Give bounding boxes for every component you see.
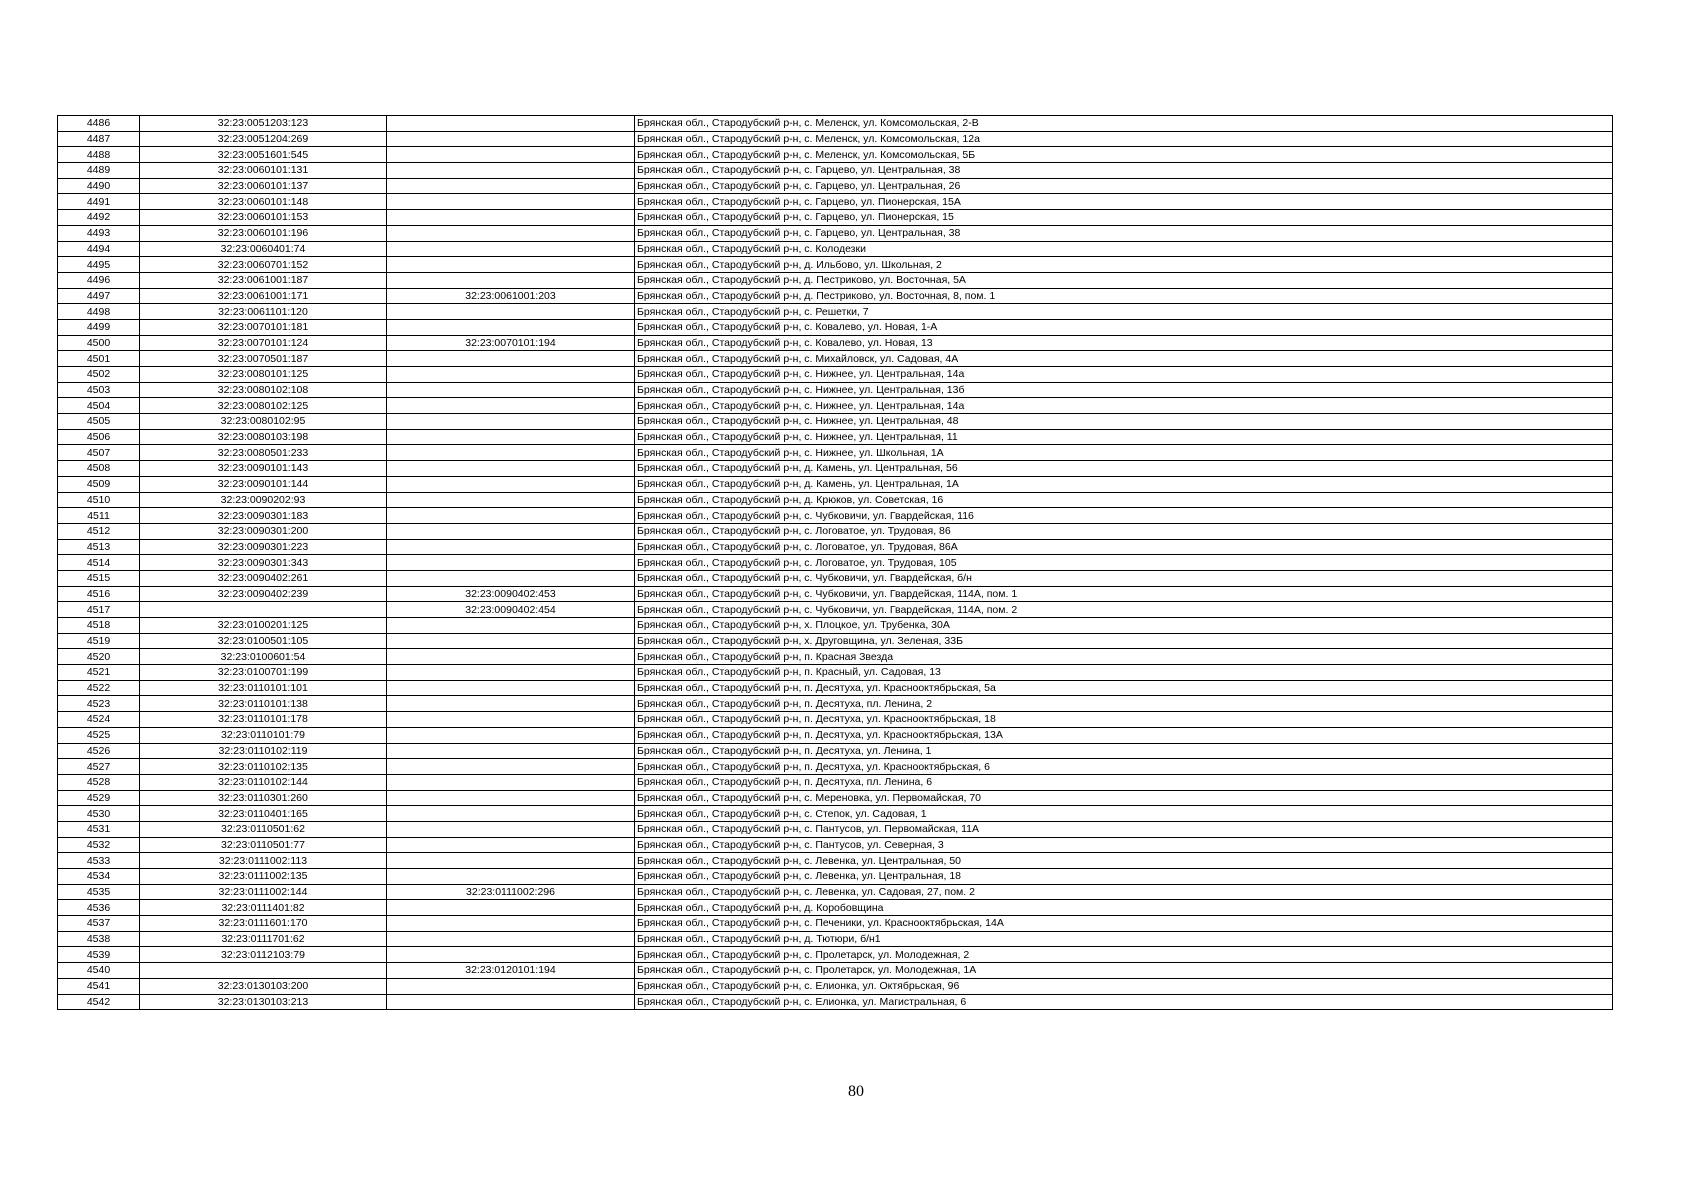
table-row [58, 476, 1613, 492]
premises-cadastral-number-cell [387, 429, 635, 445]
cadastral-number-cell: 32:23:0100601:54 [140, 649, 387, 665]
cadastral-number-cell: 32:23:0110501:77 [140, 837, 387, 853]
row-number-cell: 4516 [58, 586, 140, 602]
address-cell: Брянская обл., Стародубский р-н, с. Левенка, ул. Центральная, 18 [635, 869, 1613, 885]
premises-cadastral-number-cell [387, 649, 635, 665]
table-row [58, 461, 1613, 477]
row-number-cell: 4513 [58, 539, 140, 555]
table-row [58, 884, 1613, 900]
premises-cadastral-number-cell [387, 837, 635, 853]
row-number-cell: 4528 [58, 774, 140, 790]
cadastral-number-cell: 32:23:0110301:260 [140, 790, 387, 806]
row-number-cell: 4491 [58, 194, 140, 210]
address-cell: Брянская обл., Стародубский р-н, с. Логоватое, ул. Трудовая, 86 [635, 523, 1613, 539]
cadastral-number-cell: 32:23:0080501:233 [140, 445, 387, 461]
address-cell: Брянская обл., Стародубский р-н, д. Камень, ул. Центральная, 56 [635, 461, 1613, 477]
row-number-cell: 4492 [58, 210, 140, 226]
table-row [58, 257, 1613, 273]
premises-cadastral-number-cell [387, 241, 635, 257]
table-row [58, 727, 1613, 743]
cadastral-number-cell: 32:23:0110101:178 [140, 712, 387, 728]
cadastral-number-cell: 32:23:0100501:105 [140, 633, 387, 649]
premises-cadastral-number-cell [387, 147, 635, 163]
address-cell: Брянская обл., Стародубский р-н, с. Пролетарск, ул. Молодежная, 1А [635, 963, 1613, 979]
address-cell: Брянская обл., Стародубский р-н, п. Красный, ул. Садовая, 13 [635, 665, 1613, 681]
address-cell: Брянская обл., Стародубский р-н, с. Логоватое, ул. Трудовая, 86А [635, 539, 1613, 555]
cadastral-number-cell: 32:23:0100201:125 [140, 618, 387, 634]
premises-cadastral-number-cell [387, 743, 635, 759]
cadastral-number-cell: 32:23:0111701:62 [140, 931, 387, 947]
cadastral-number-cell [140, 602, 387, 618]
address-cell: Брянская обл., Стародубский р-н, д. Крюков, ул. Советская, 16 [635, 492, 1613, 508]
row-number-cell: 4518 [58, 618, 140, 634]
table-row [58, 963, 1613, 979]
address-cell: Брянская обл., Стародубский р-н, п. Десятуха, пл. Ленина, 6 [635, 774, 1613, 790]
row-number-cell: 4529 [58, 790, 140, 806]
premises-cadastral-number-cell [387, 790, 635, 806]
row-number-cell: 4501 [58, 351, 140, 367]
cadastral-number-cell: 32:23:0090202:93 [140, 492, 387, 508]
table-row [58, 194, 1613, 210]
table-row [58, 916, 1613, 932]
premises-cadastral-number-cell [387, 900, 635, 916]
table-row [58, 272, 1613, 288]
table-row [58, 821, 1613, 837]
table-row [58, 241, 1613, 257]
page-number: 80 [848, 1083, 864, 1100]
row-number-cell: 4534 [58, 869, 140, 885]
table-row [58, 978, 1613, 994]
premises-cadastral-number-cell [387, 257, 635, 273]
address-cell: Брянская обл., Стародубский р-н, с. Елионка, ул. Октябрьская, 96 [635, 978, 1613, 994]
row-number-cell: 4517 [58, 602, 140, 618]
premises-cadastral-number-cell [387, 194, 635, 210]
premises-cadastral-number-cell [387, 759, 635, 775]
address-cell: Брянская обл., Стародубский р-н, с. Меленск, ул. Комсомольская, 2-В [635, 116, 1613, 132]
premises-cadastral-number-cell [387, 367, 635, 383]
premises-cadastral-number-cell [387, 116, 635, 132]
premises-cadastral-number-cell [387, 994, 635, 1010]
table-row [58, 994, 1613, 1010]
cadastral-number-cell: 32:23:0110102:144 [140, 774, 387, 790]
row-number-cell: 4496 [58, 272, 140, 288]
table-row [58, 869, 1613, 885]
premises-cadastral-number-cell: 32:23:0070101:194 [387, 335, 635, 351]
table-row [58, 649, 1613, 665]
cadastral-number-cell: 32:23:0070101:124 [140, 335, 387, 351]
address-cell: Брянская обл., Стародубский р-н, с. Логоватое, ул. Трудовая, 105 [635, 555, 1613, 571]
row-number-cell: 4495 [58, 257, 140, 273]
row-number-cell: 4505 [58, 414, 140, 430]
table-row [58, 806, 1613, 822]
table-row [58, 116, 1613, 132]
row-number-cell: 4530 [58, 806, 140, 822]
address-cell: Брянская обл., Стародубский р-н, д. Пестриково, ул. Восточная, 8, пом. 1 [635, 288, 1613, 304]
address-cell: Брянская обл., Стародубский р-н, с. Пантусов, ул. Первомайская, 11А [635, 821, 1613, 837]
premises-cadastral-number-cell [387, 947, 635, 963]
cadastral-number-cell: 32:23:0130103:213 [140, 994, 387, 1010]
cadastral-number-cell: 32:23:0111401:82 [140, 900, 387, 916]
table-row [58, 665, 1613, 681]
row-number-cell: 4497 [58, 288, 140, 304]
premises-cadastral-number-cell [387, 131, 635, 147]
row-number-cell: 4508 [58, 461, 140, 477]
premises-cadastral-number-cell [387, 570, 635, 586]
cadastral-number-cell: 32:23:0060101:153 [140, 210, 387, 226]
address-cell: Брянская обл., Стародубский р-н, с. Решетки, 7 [635, 304, 1613, 320]
row-number-cell: 4493 [58, 225, 140, 241]
address-cell: Брянская обл., Стародубский р-н, с. Пролетарск, ул. Молодежная, 2 [635, 947, 1613, 963]
row-number-cell: 4500 [58, 335, 140, 351]
cadastral-number-cell: 32:23:0061001:171 [140, 288, 387, 304]
row-number-cell: 4512 [58, 523, 140, 539]
cadastral-number-cell: 32:23:0090402:261 [140, 570, 387, 586]
premises-cadastral-number-cell [387, 508, 635, 524]
address-cell: Брянская обл., Стародубский р-н, п. Десятуха, ул. Краснооктябрьская, 5а [635, 680, 1613, 696]
address-cell: Брянская обл., Стародубский р-н, с. Нижнее, ул. Центральная, 13б [635, 382, 1613, 398]
premises-cadastral-number-cell [387, 461, 635, 477]
cadastral-number-cell: 32:23:0111601:170 [140, 916, 387, 932]
address-cell: Брянская обл., Стародубский р-н, с. Левенка, ул. Центральная, 50 [635, 853, 1613, 869]
address-cell: Брянская обл., Стародубский р-н, с. Нижнее, ул. Центральная, 14а [635, 398, 1613, 414]
row-number-cell: 4524 [58, 712, 140, 728]
address-cell: Брянская обл., Стародубский р-н, с. Колодезки [635, 241, 1613, 257]
cadastral-number-cell: 32:23:0080101:125 [140, 367, 387, 383]
premises-cadastral-number-cell [387, 210, 635, 226]
premises-cadastral-number-cell [387, 445, 635, 461]
premises-cadastral-number-cell [387, 916, 635, 932]
premises-cadastral-number-cell [387, 712, 635, 728]
premises-cadastral-number-cell [387, 618, 635, 634]
table-row [58, 633, 1613, 649]
row-number-cell: 4522 [58, 680, 140, 696]
row-number-cell: 4507 [58, 445, 140, 461]
table-row [58, 774, 1613, 790]
premises-cadastral-number-cell [387, 163, 635, 179]
address-cell: Брянская обл., Стародубский р-н, с. Меленск, ул. Комсомольская, 5Б [635, 147, 1613, 163]
cadastral-number-cell: 32:23:0111002:113 [140, 853, 387, 869]
row-number-cell: 4537 [58, 916, 140, 932]
table-row [58, 225, 1613, 241]
premises-cadastral-number-cell [387, 476, 635, 492]
row-number-cell: 4511 [58, 508, 140, 524]
table-row [58, 900, 1613, 916]
premises-cadastral-number-cell: 32:23:0111002:296 [387, 884, 635, 900]
address-cell: Брянская обл., Стародубский р-н, с. Нижнее, ул. Центральная, 48 [635, 414, 1613, 430]
cadastral-number-cell: 32:23:0110401:165 [140, 806, 387, 822]
address-cell: Брянская обл., Стародубский р-н, д. Ильбово, ул. Школьная, 2 [635, 257, 1613, 273]
row-number-cell: 4502 [58, 367, 140, 383]
address-cell: Брянская обл., Стародубский р-н, с. Пантусов, ул. Северная, 3 [635, 837, 1613, 853]
table-row [58, 429, 1613, 445]
premises-cadastral-number-cell [387, 853, 635, 869]
address-cell: Брянская обл., Стародубский р-н, с. Нижнее, ул. Центральная, 14а [635, 367, 1613, 383]
address-cell: Брянская обл., Стародубский р-н, д. Тютюри, б/н1 [635, 931, 1613, 947]
address-cell: Брянская обл., Стародубский р-н, с. Гарцево, ул. Центральная, 26 [635, 178, 1613, 194]
premises-cadastral-number-cell [387, 319, 635, 335]
address-cell: Брянская обл., Стародубский р-н, с. Чубковичи, ул. Гвардейская, 116 [635, 508, 1613, 524]
cadastral-number-cell: 32:23:0060101:148 [140, 194, 387, 210]
table-row [58, 131, 1613, 147]
premises-cadastral-number-cell [387, 665, 635, 681]
cadastral-number-cell: 32:23:0110101:138 [140, 696, 387, 712]
table-row [58, 445, 1613, 461]
premises-cadastral-number-cell: 32:23:0061001:203 [387, 288, 635, 304]
premises-cadastral-number-cell [387, 774, 635, 790]
address-cell: Брянская обл., Стародубский р-н, с. Степок, ул. Садовая, 1 [635, 806, 1613, 822]
premises-cadastral-number-cell [387, 492, 635, 508]
row-number-cell: 4535 [58, 884, 140, 900]
cadastral-number-cell: 32:23:0080103:198 [140, 429, 387, 445]
cadastral-number-cell: 32:23:0090101:143 [140, 461, 387, 477]
cadastral-number-cell: 32:23:0051601:545 [140, 147, 387, 163]
table-row [58, 288, 1613, 304]
address-cell: Брянская обл., Стародубский р-н, с. Меленск, ул. Комсомольская, 12а [635, 131, 1613, 147]
address-cell: Брянская обл., Стародубский р-н, с. Чубковичи, ул. Гвардейская, 114А, пом. 2 [635, 602, 1613, 618]
premises-cadastral-number-cell [387, 539, 635, 555]
cadastral-number-cell: 32:23:0110101:101 [140, 680, 387, 696]
cadastral-number-cell: 32:23:0090301:200 [140, 523, 387, 539]
premises-cadastral-number-cell: 32:23:0090402:454 [387, 602, 635, 618]
row-number-cell: 4514 [58, 555, 140, 571]
cadastral-number-cell: 32:23:0080102:95 [140, 414, 387, 430]
address-cell: Брянская обл., Стародубский р-н, с. Елионка, ул. Магистральная, 6 [635, 994, 1613, 1010]
premises-cadastral-number-cell [387, 555, 635, 571]
row-number-cell: 4538 [58, 931, 140, 947]
cadastral-number-cell: 32:23:0090301:223 [140, 539, 387, 555]
table-row [58, 508, 1613, 524]
premises-cadastral-number-cell [387, 523, 635, 539]
row-number-cell: 4521 [58, 665, 140, 681]
table-row [58, 712, 1613, 728]
premises-cadastral-number-cell [387, 398, 635, 414]
table-row [58, 555, 1613, 571]
table-row [58, 696, 1613, 712]
row-number-cell: 4531 [58, 821, 140, 837]
address-cell: Брянская обл., Стародубский р-н, п. Красная Звезда [635, 649, 1613, 665]
row-number-cell: 4504 [58, 398, 140, 414]
address-cell: Брянская обл., Стародубский р-н, с. Печеники, ул. Краснооктябрьская, 14А [635, 916, 1613, 932]
table-row [58, 790, 1613, 806]
address-cell: Брянская обл., Стародубский р-н, с. Гарцево, ул. Центральная, 38 [635, 225, 1613, 241]
address-cell: Брянская обл., Стародубский р-н, п. Десятуха, ул. Краснооктябрьская, 13А [635, 727, 1613, 743]
cadastral-number-cell [140, 963, 387, 979]
cadastral-number-cell: 32:23:0060701:152 [140, 257, 387, 273]
table-row [58, 837, 1613, 853]
premises-cadastral-number-cell [387, 806, 635, 822]
address-cell: Брянская обл., Стародубский р-н, с. Мереновка, ул. Первомайская, 70 [635, 790, 1613, 806]
registry-body [58, 116, 1613, 1010]
table-row [58, 618, 1613, 634]
table-row [58, 178, 1613, 194]
cadastral-number-cell: 32:23:0090301:183 [140, 508, 387, 524]
row-number-cell: 4488 [58, 147, 140, 163]
cadastral-number-cell: 32:23:0130103:200 [140, 978, 387, 994]
premises-cadastral-number-cell [387, 414, 635, 430]
address-cell: Брянская обл., Стародубский р-н, с. Чубковичи, ул. Гвардейская, б/н [635, 570, 1613, 586]
row-number-cell: 4486 [58, 116, 140, 132]
address-cell: Брянская обл., Стародубский р-н, с. Ковалево, ул. Новая, 1-А [635, 319, 1613, 335]
premises-cadastral-number-cell [387, 382, 635, 398]
row-number-cell: 4519 [58, 633, 140, 649]
table-row [58, 492, 1613, 508]
address-cell: Брянская обл., Стародубский р-н, д. Камень, ул. Центральная, 1А [635, 476, 1613, 492]
row-number-cell: 4509 [58, 476, 140, 492]
address-cell: Брянская обл., Стародубский р-н, с. Гарцево, ул. Пионерская, 15 [635, 210, 1613, 226]
table-row [58, 539, 1613, 555]
cadastral-number-cell: 32:23:0060401:74 [140, 241, 387, 257]
table-row [58, 759, 1613, 775]
cadastral-number-cell: 32:23:0060101:131 [140, 163, 387, 179]
table-row [58, 319, 1613, 335]
cadastral-number-cell: 32:23:0111002:135 [140, 869, 387, 885]
row-number-cell: 4489 [58, 163, 140, 179]
address-cell: Брянская обл., Стародубский р-н, с. Чубковичи, ул. Гвардейская, 114А, пом. 1 [635, 586, 1613, 602]
premises-cadastral-number-cell [387, 178, 635, 194]
table-row [58, 382, 1613, 398]
row-number-cell: 4540 [58, 963, 140, 979]
cadastral-number-cell: 32:23:0060101:137 [140, 178, 387, 194]
address-cell: Брянская обл., Стародубский р-н, х. Друговщина, ул. Зеленая, 33Б [635, 633, 1613, 649]
premises-cadastral-number-cell [387, 633, 635, 649]
table-row [58, 602, 1613, 618]
row-number-cell: 4533 [58, 853, 140, 869]
table-row [58, 931, 1613, 947]
table-row [58, 947, 1613, 963]
row-number-cell: 4490 [58, 178, 140, 194]
cadastral-number-cell: 32:23:0060101:196 [140, 225, 387, 241]
premises-cadastral-number-cell: 32:23:0120101:194 [387, 963, 635, 979]
row-number-cell: 4541 [58, 978, 140, 994]
row-number-cell: 4523 [58, 696, 140, 712]
row-number-cell: 4520 [58, 649, 140, 665]
row-number-cell: 4499 [58, 319, 140, 335]
row-number-cell: 4532 [58, 837, 140, 853]
table-row [58, 398, 1613, 414]
cadastral-number-cell: 32:23:0070101:181 [140, 319, 387, 335]
row-number-cell: 4525 [58, 727, 140, 743]
row-number-cell: 4487 [58, 131, 140, 147]
premises-cadastral-number-cell [387, 821, 635, 837]
premises-cadastral-number-cell [387, 351, 635, 367]
row-number-cell: 4515 [58, 570, 140, 586]
table-row [58, 351, 1613, 367]
cadastral-number-cell: 32:23:0100701:199 [140, 665, 387, 681]
cadastral-number-cell: 32:23:0112103:79 [140, 947, 387, 963]
table-row [58, 586, 1613, 602]
row-number-cell: 4539 [58, 947, 140, 963]
address-cell: Брянская обл., Стародубский р-н, с. Михайловск, ул. Садовая, 4А [635, 351, 1613, 367]
table-row [58, 210, 1613, 226]
table-row [58, 147, 1613, 163]
row-number-cell: 4498 [58, 304, 140, 320]
cadastral-number-cell: 32:23:0110102:119 [140, 743, 387, 759]
table-row [58, 335, 1613, 351]
row-number-cell: 4527 [58, 759, 140, 775]
cadastral-number-cell: 32:23:0061001:187 [140, 272, 387, 288]
cadastral-number-cell: 32:23:0051204:269 [140, 131, 387, 147]
cadastral-number-cell: 32:23:0090301:343 [140, 555, 387, 571]
row-number-cell: 4542 [58, 994, 140, 1010]
address-cell: Брянская обл., Стародубский р-н, с. Нижнее, ул. Школьная, 1А [635, 445, 1613, 461]
address-cell: Брянская обл., Стародубский р-н, с. Левенка, ул. Садовая, 27, пом. 2 [635, 884, 1613, 900]
row-number-cell: 4494 [58, 241, 140, 257]
premises-cadastral-number-cell [387, 727, 635, 743]
cadastral-number-cell: 32:23:0061101:120 [140, 304, 387, 320]
cadastral-number-cell: 32:23:0110501:62 [140, 821, 387, 837]
premises-cadastral-number-cell [387, 680, 635, 696]
table-row [58, 743, 1613, 759]
table-row [58, 163, 1613, 179]
premises-cadastral-number-cell [387, 272, 635, 288]
table-row [58, 304, 1613, 320]
table-row [58, 853, 1613, 869]
address-cell: Брянская обл., Стародубский р-н, х. Плоцкое, ул. Трубенка, 30А [635, 618, 1613, 634]
address-cell: Брянская обл., Стародубский р-н, с. Ковалево, ул. Новая, 13 [635, 335, 1613, 351]
address-cell: Брянская обл., Стародубский р-н, с. Гарцево, ул. Центральная, 38 [635, 163, 1613, 179]
premises-cadastral-number-cell: 32:23:0090402:453 [387, 586, 635, 602]
address-cell: Брянская обл., Стародубский р-н, с. Гарцево, ул. Пионерская, 15А [635, 194, 1613, 210]
cadastral-number-cell: 32:23:0090402:239 [140, 586, 387, 602]
cadastral-number-cell: 32:23:0110102:135 [140, 759, 387, 775]
cadastral-number-cell: 32:23:0051203:123 [140, 116, 387, 132]
cadastral-number-cell: 32:23:0110101:79 [140, 727, 387, 743]
cadastral-number-cell: 32:23:0090101:144 [140, 476, 387, 492]
row-number-cell: 4536 [58, 900, 140, 916]
table-row [58, 523, 1613, 539]
premises-cadastral-number-cell [387, 869, 635, 885]
cadastral-number-cell: 32:23:0070501:187 [140, 351, 387, 367]
registry-table [57, 115, 1613, 1010]
table-row [58, 367, 1613, 383]
row-number-cell: 4526 [58, 743, 140, 759]
premises-cadastral-number-cell [387, 931, 635, 947]
row-number-cell: 4506 [58, 429, 140, 445]
address-cell: Брянская обл., Стародубский р-н, п. Десятуха, ул. Краснооктябрьская, 6 [635, 759, 1613, 775]
address-cell: Брянская обл., Стародубский р-н, д. Коробовщина [635, 900, 1613, 916]
row-number-cell: 4510 [58, 492, 140, 508]
table-row [58, 680, 1613, 696]
premises-cadastral-number-cell [387, 696, 635, 712]
row-number-cell: 4503 [58, 382, 140, 398]
premises-cadastral-number-cell [387, 304, 635, 320]
cadastral-number-cell: 32:23:0111002:144 [140, 884, 387, 900]
premises-cadastral-number-cell [387, 225, 635, 241]
cadastral-number-cell: 32:23:0080102:125 [140, 398, 387, 414]
address-cell: Брянская обл., Стародубский р-н, п. Десятуха, пл. Ленина, 2 [635, 696, 1613, 712]
cadastral-number-cell: 32:23:0080102:108 [140, 382, 387, 398]
table-row [58, 414, 1613, 430]
address-cell: Брянская обл., Стародубский р-н, п. Десятуха, ул. Ленина, 1 [635, 743, 1613, 759]
address-cell: Брянская обл., Стародубский р-н, с. Нижнее, ул. Центральная, 11 [635, 429, 1613, 445]
address-cell: Брянская обл., Стародубский р-н, д. Пестриково, ул. Восточная, 5А [635, 272, 1613, 288]
premises-cadastral-number-cell [387, 978, 635, 994]
table-row [58, 570, 1613, 586]
address-cell: Брянская обл., Стародубский р-н, п. Десятуха, ул. Краснооктябрьская, 18 [635, 712, 1613, 728]
